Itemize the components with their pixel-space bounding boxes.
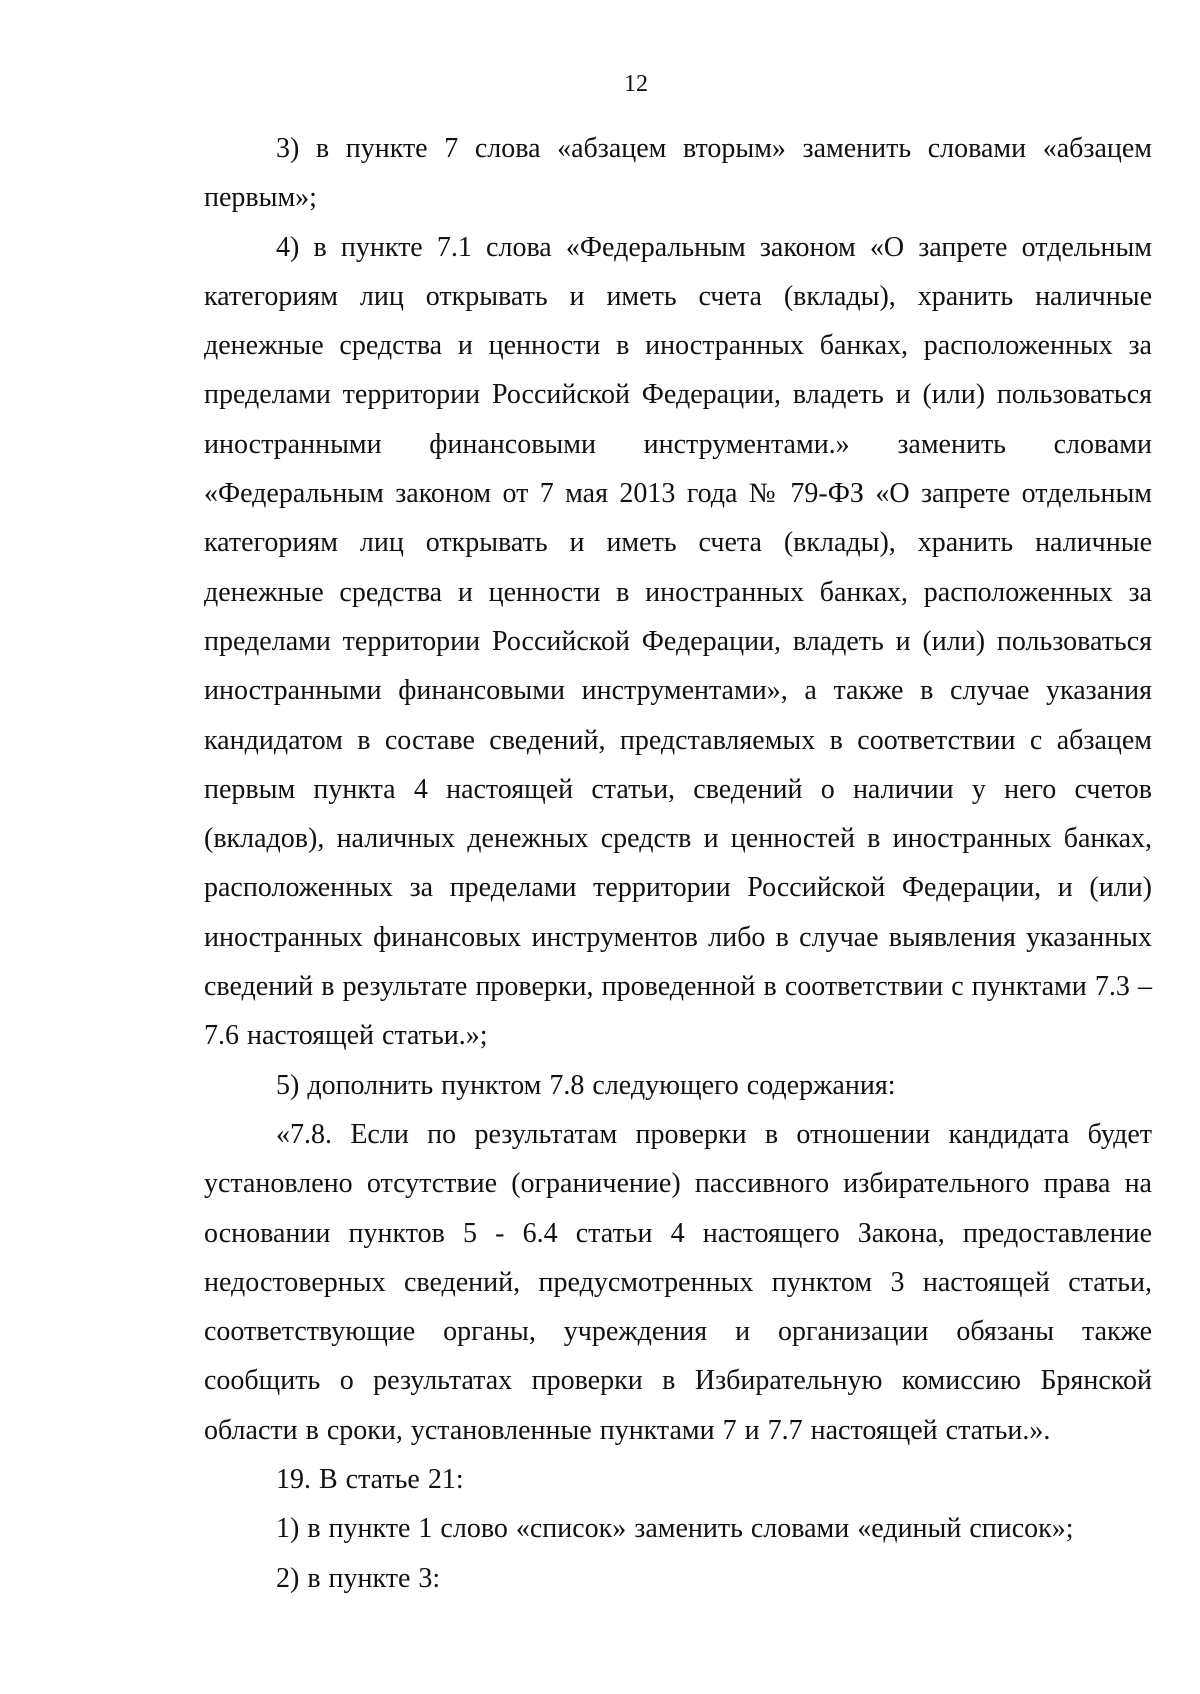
page-number: 12 xyxy=(624,71,648,97)
paragraph-item-5: 5) дополнить пунктом 7.8 следующего содержания: xyxy=(276,1069,896,1101)
paragraph-quote-7-8: «7.8. Если по результатам проверки в отношении кандидата будет установлено отсутствие (ограничение) пассивного избирательного права на основании пунктов 5 - 6.4 статьи 4 настоящего Закона, предоставление недостоверных сведений, предусмотренных пунктом 3 настоящей статьи, соответствующие органы, учреждения и организации обязаны также сообщить о результатах проверки в Избирательную комиссию Брянской области в сроки, установленные пунктами 7 и 7.7 настоящей статьи.». xyxy=(204,1118,1152,1446)
paragraph-item-3: 3) в пункте 7 слова «абзацем вторым» заменить словами «абзацем первым»; xyxy=(204,133,1152,214)
paragraph-item-2: 2) в пункте 3: xyxy=(276,1562,441,1594)
paragraph-item-1: 1) в пункте 1 слово «список» заменить словами «единый список»; xyxy=(276,1513,1074,1545)
section-heading-19: 19. В статье 21: xyxy=(276,1464,464,1496)
document-body xyxy=(204,124,1152,1603)
paragraph-item-4: 4) в пункте 7.1 слова «Федеральным законом «О запрете отдельным категориям лиц открывать и иметь счета (вклады), хранить наличные денежные средства и ценности в иностранных банках, расположенных за пределами территории Российской Федерации, владеть и (или) пользоваться иностранными финансовыми инструментами.» заменить словами «Федеральным законом от 7 мая 2013 года № 79-ФЗ «О запрете отдельным категориям лиц открывать и иметь счета (вклады), хранить наличные денежные средства и ценности в иностранных банках, расположенных за пределами территории Российской Федерации, владеть и (или) пользоваться иностранными финансовыми инструментами», а также в случае указания кандидатом в составе сведений, представляемых в соответствии с абзацем первым пункта 4 настоящей статьи, сведений о наличии у него счетов (вкладов), наличных денежных средств и ценностей в иностранных банках, расположенных за пределами территории Российской Федерации, и (или) иностранных финансовых инструментов либо в случае выявления указанных сведений в результате проверки, проведенной в соответствии с пунктами 7.3 – 7.6 настоящей статьи.»; xyxy=(204,231,1152,1052)
